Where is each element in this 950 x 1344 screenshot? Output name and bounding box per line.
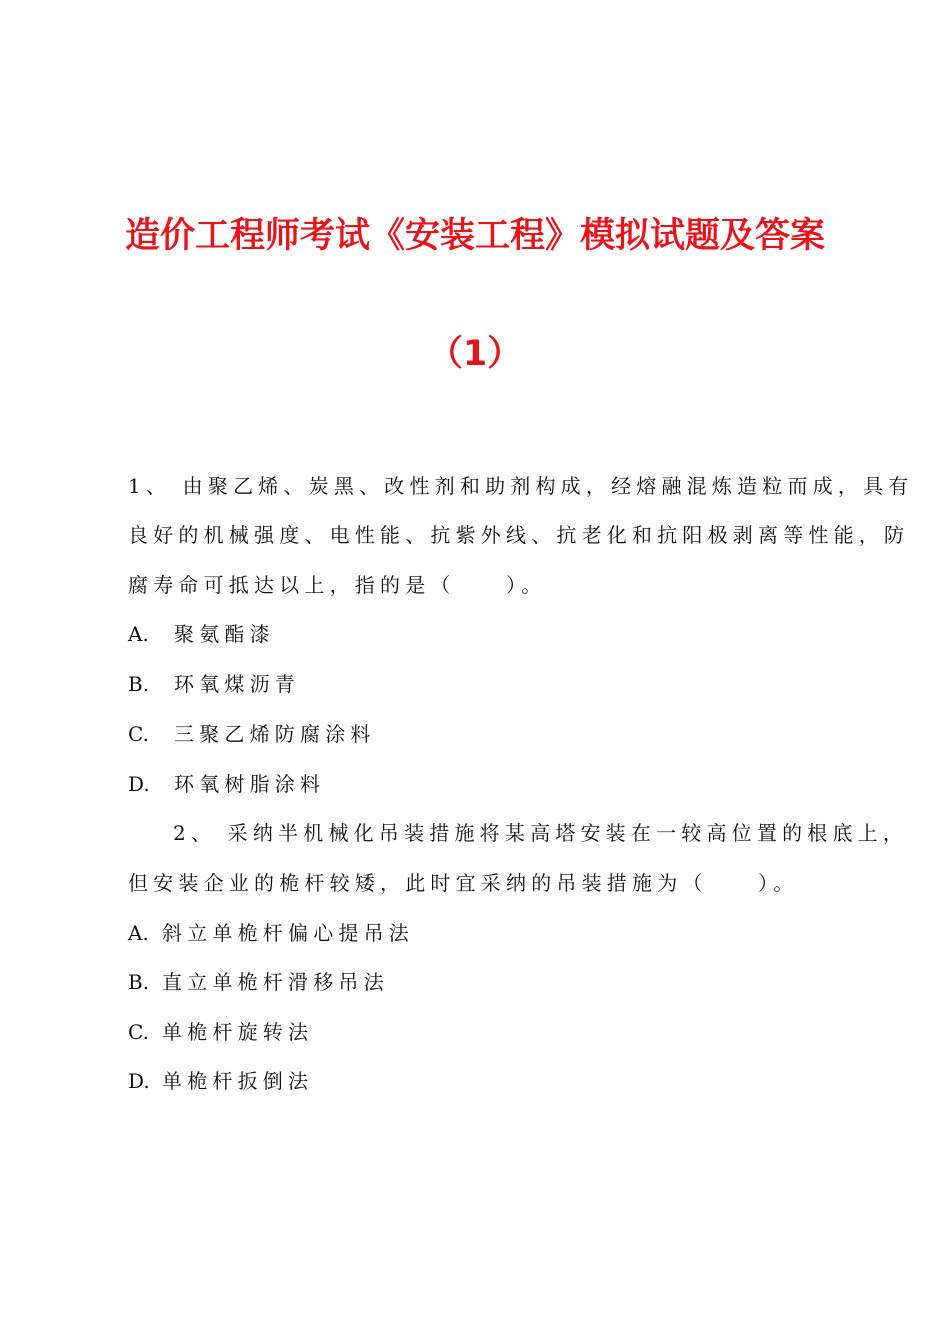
- option-text: 环氧树脂涂料: [174, 772, 326, 796]
- option-label: D.: [128, 1069, 150, 1093]
- question-2-option-a: [128, 920, 414, 946]
- question-2-option-c: [128, 1019, 313, 1045]
- option-label: A.: [128, 921, 149, 945]
- option-label: D.: [128, 772, 150, 796]
- option-text: 单桅杆扳倒法: [162, 1069, 314, 1093]
- document-title-number: （1）: [427, 334, 523, 374]
- option-label: C.: [128, 722, 149, 746]
- option-text: 环氧煤沥青: [174, 672, 300, 696]
- question-1-option-d: [128, 771, 325, 797]
- question-1-option-c: [128, 721, 376, 747]
- question-1-line-3: 腐寿命可抵达以上，指的是（ ）。: [128, 573, 547, 597]
- question-1-option-a: [128, 621, 275, 647]
- question-2-option-d: [128, 1068, 313, 1094]
- question-2-line-2: 但安装企业的桅杆较矮，此时宜采纳的吊装措施为（ ）。: [128, 871, 799, 895]
- option-label: A.: [128, 622, 149, 646]
- question-1-line-2: 良好的机械强度、电性能、抗紫外线、抗老化和抗阳极剥离等性能，防: [128, 523, 910, 547]
- option-label: B.: [128, 970, 150, 994]
- option-text: 聚氨酯漆: [174, 622, 275, 646]
- option-label: B.: [128, 672, 150, 696]
- option-text: 单桅杆旋转法: [162, 1020, 314, 1044]
- document-title: 造价工程师考试《安装工程》模拟试题及答案: [124, 216, 825, 256]
- option-text: 三聚乙烯防腐涂料: [174, 722, 376, 746]
- option-label: C.: [128, 1020, 149, 1044]
- question-1-option-b: [128, 671, 300, 697]
- option-text: 斜立单桅杆偏心提吊法: [162, 921, 414, 945]
- question-2-option-b: [128, 969, 389, 995]
- question-2-line-1: 2、 采纳半机械化吊装措施将某高塔安装在一较高位置的根底上，: [173, 821, 909, 845]
- question-1-line-1: 1、 由聚乙烯、炭黑、改性剂和助剂构成，经熔融混炼造粒而成，具有: [128, 474, 914, 498]
- option-text: 直立单桅杆滑移吊法: [162, 970, 389, 994]
